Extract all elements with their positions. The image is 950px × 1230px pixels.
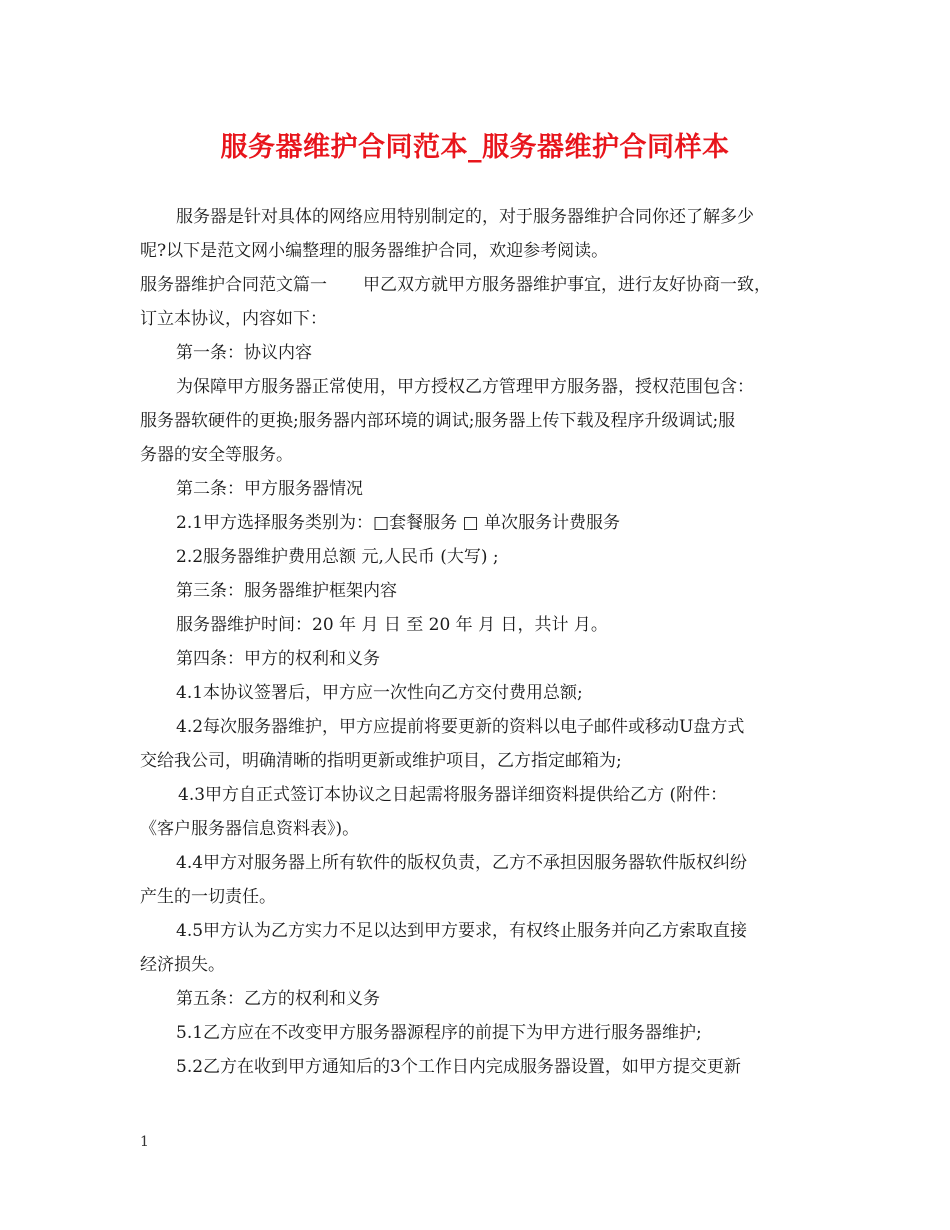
article-heading: 第一条：协议内容 xyxy=(176,343,312,363)
paragraph-line: 服务器维护时间：20 年 月 日 至 20 年 月 日，共计 月。 xyxy=(176,615,608,635)
document-body xyxy=(140,200,820,1084)
clause-line: 5.2乙方在收到甲方通知后的3个工作日内完成服务器设置，如甲方提交更新 xyxy=(176,1057,741,1077)
paragraph-line: 订立本协议，内容如下： xyxy=(140,309,327,329)
clause-line: 4.5甲方认为乙方实力不足以达到甲方要求，有权终止服务并向乙方索取直接 xyxy=(176,921,748,941)
page-number: 1 xyxy=(140,1134,149,1150)
clause-line: 2.2服务器维护费用总额 元,人民币 (大写) ; xyxy=(176,547,499,567)
paragraph-line: 为保障甲方服务器正常使用，甲方授权乙方管理甲方服务器，授权范围包含： xyxy=(176,377,754,397)
article-heading: 第五条：乙方的权利和义务 xyxy=(176,989,380,1009)
paragraph-text: 甲乙双方就甲方服务器维护事宜，进行友好协商一致， xyxy=(363,275,771,295)
page-title: 服务器维护合同范本_服务器维护合同样本 xyxy=(220,132,730,163)
paragraph-line: 经济损失。 xyxy=(140,955,225,975)
paragraph-line: 交给我公司，明确清晰的指明更新或维护项目，乙方指定邮箱为; xyxy=(140,751,622,771)
paragraph-line: 呢?以下是范文网小编整理的服务器维护合同，欢迎参考阅读。 xyxy=(140,241,609,261)
clause-line: 4.3甲方自正式签订本协议之日起需将服务器详细资料提供给乙方 (附件： xyxy=(178,785,728,805)
article-heading: 第二条：甲方服务器情况 xyxy=(176,479,363,499)
paragraph-line: 服务器软硬件的更换;服务器内部环境的调试;服务器上传下载及程序升级调试;服 xyxy=(140,411,736,431)
clause-line: 4.4甲方对服务器上所有软件的版权负责，乙方不承担因服务器软件版权纠纷 xyxy=(176,853,748,873)
paragraph-line: 产生的一切责任。 xyxy=(140,887,276,907)
paragraph-line: 《客户服务器信息资料表》)。 xyxy=(140,819,360,839)
clause-line: 2.1甲方选择服务类别为：□套餐服务 □ 单次服务计费服务 xyxy=(176,513,620,533)
paragraph-line xyxy=(140,268,820,302)
clause-line: 4.2每次服务器维护，甲方应提前将要更新的资料以电子邮件或移动U盘方式 xyxy=(176,717,745,737)
article-heading: 第四条：甲方的权利和义务 xyxy=(176,649,380,669)
paragraph-line: 务器的安全等服务。 xyxy=(140,445,293,465)
paragraph-line: 服务器是针对具体的网络应用特别制定的，对于服务器维护合同你还了解多少 xyxy=(176,207,754,227)
clause-line: 4.1本协议签署后，甲方应一次性向乙方交付费用总额; xyxy=(176,683,583,703)
article-heading: 第三条：服务器维护框架内容 xyxy=(176,581,397,601)
section-heading: 服务器维护合同范文篇一 xyxy=(140,275,327,295)
clause-line: 5.1乙方应在不改变甲方服务器源程序的前提下为甲方进行服务器维护; xyxy=(176,1023,702,1043)
